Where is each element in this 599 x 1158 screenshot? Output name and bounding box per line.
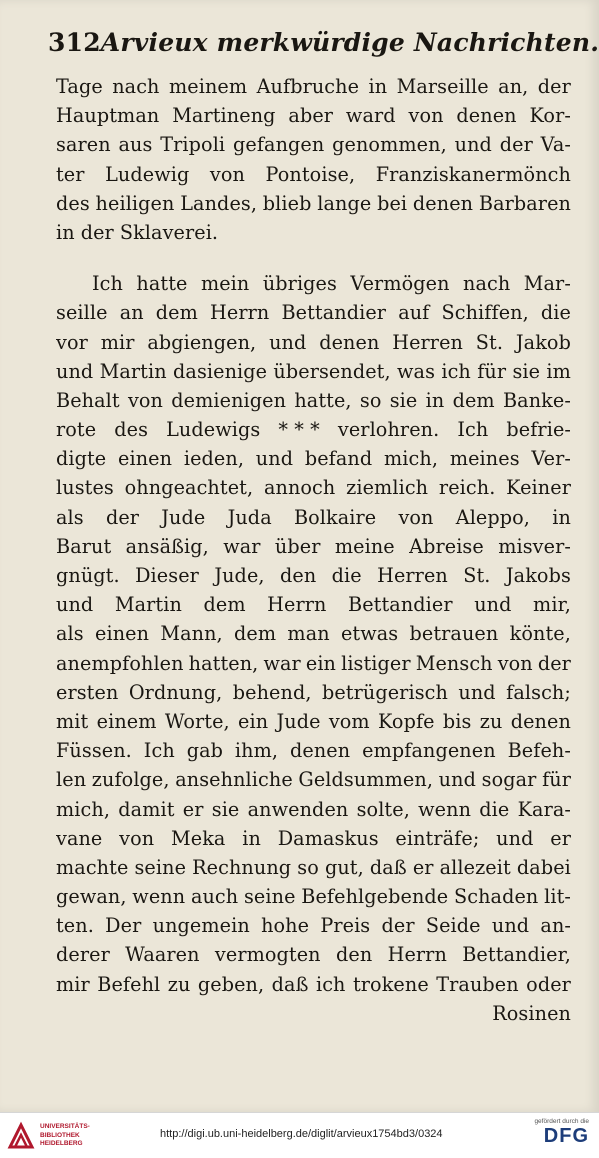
word: vor xyxy=(56,330,88,354)
word: oder xyxy=(526,972,571,996)
library-name-line: HEIDELBERG xyxy=(40,1140,83,1147)
word: an- xyxy=(540,914,571,938)
word: dem xyxy=(452,388,495,412)
word: von xyxy=(497,651,533,675)
word: Landes, xyxy=(180,191,258,215)
word: meinem xyxy=(168,75,248,98)
word: Tripoli xyxy=(160,133,226,157)
library-name-line: UNIVERSITÄTS- xyxy=(40,1123,90,1130)
word: Schiffen, xyxy=(441,301,529,325)
word: der xyxy=(499,133,533,157)
word: anempfohlen xyxy=(56,651,184,675)
word: den xyxy=(335,943,373,967)
word: Aleppo, xyxy=(455,505,530,529)
text-line xyxy=(56,853,571,882)
word: seine xyxy=(134,855,187,879)
word: als xyxy=(56,622,84,646)
word: Va- xyxy=(540,133,571,157)
body-text xyxy=(56,72,571,1028)
word: Banke- xyxy=(502,388,571,412)
word: abgiengen, xyxy=(147,330,257,354)
word: Tage xyxy=(56,75,103,98)
word: sie xyxy=(389,388,418,412)
word: die xyxy=(540,301,571,325)
word: Meka xyxy=(171,826,226,850)
word: übriges xyxy=(262,272,337,296)
word: vane xyxy=(56,826,103,850)
word: Befeh- xyxy=(507,739,571,763)
word: Dieser xyxy=(135,564,199,587)
word: daß xyxy=(271,972,309,996)
text-line xyxy=(56,795,571,824)
word: denen xyxy=(412,191,474,215)
text-line xyxy=(56,911,571,940)
word: geben, xyxy=(197,972,265,996)
word: Seide xyxy=(425,914,481,938)
word: was xyxy=(397,359,436,383)
word: derer xyxy=(56,943,110,967)
word: und xyxy=(56,359,94,383)
word: Mann, xyxy=(160,622,223,646)
word: übersendet, xyxy=(273,359,391,383)
catchword: Rosinen xyxy=(492,1001,571,1025)
word: hatten, xyxy=(188,651,259,675)
word: in xyxy=(56,220,75,244)
word: Kopfe xyxy=(378,709,435,733)
word: Füssen. xyxy=(56,739,132,763)
word: sogar xyxy=(481,768,537,792)
word: wenn xyxy=(418,797,472,821)
word: reich. xyxy=(438,476,496,500)
word: ohngeachtet, xyxy=(124,476,254,500)
word: denen xyxy=(456,104,517,128)
word: Jude xyxy=(276,709,321,733)
word: meine xyxy=(334,534,395,558)
word: Bettandier, xyxy=(462,943,571,967)
word: so xyxy=(359,388,382,412)
word: Herrn xyxy=(267,593,327,617)
text-line xyxy=(56,503,571,532)
word: lange xyxy=(317,191,372,215)
text-line xyxy=(56,707,571,736)
word: saren xyxy=(56,133,111,157)
text-line xyxy=(56,444,571,473)
word: gefangen xyxy=(232,133,325,157)
word: anwenden xyxy=(247,797,349,821)
word: Kara- xyxy=(517,797,571,821)
word: heiligen xyxy=(95,191,175,215)
word: hatte xyxy=(136,272,188,296)
word: Der xyxy=(105,914,142,938)
word: war xyxy=(223,534,261,558)
word: ihm, xyxy=(234,739,279,763)
word: Rechnung xyxy=(192,855,292,879)
word: als xyxy=(56,505,84,529)
word: blieb xyxy=(262,191,312,215)
word: könte, xyxy=(509,622,571,646)
word: Ver- xyxy=(531,447,571,471)
word: Jakob xyxy=(515,330,571,354)
running-head: Arvieux merkwürdige Nachrichten. xyxy=(100,28,599,57)
word: dem xyxy=(203,593,246,617)
word: Pontoise, xyxy=(265,162,356,186)
word: mich, xyxy=(384,447,439,471)
word: zu xyxy=(479,709,503,733)
university-library-logo-icon xyxy=(6,1121,36,1151)
word: ansehnliche xyxy=(175,768,293,792)
word: ein xyxy=(238,709,269,733)
text-line xyxy=(56,298,571,327)
word: Franziskanermönch xyxy=(375,162,571,186)
word: hatte, xyxy=(294,388,352,412)
word: betrügerisch xyxy=(321,680,448,704)
library-name xyxy=(40,1123,90,1149)
word: Damaskus xyxy=(277,826,379,850)
word: len xyxy=(56,768,87,792)
word: für xyxy=(542,768,571,792)
word: der xyxy=(537,75,571,98)
word: Schaden xyxy=(454,885,539,909)
word: Ludewig xyxy=(105,162,190,186)
word: für xyxy=(477,359,507,383)
word: in xyxy=(552,505,571,529)
word: er xyxy=(412,855,434,879)
text-line xyxy=(56,130,571,159)
word: und xyxy=(474,593,512,617)
word: * * * xyxy=(278,418,320,442)
word: und xyxy=(496,826,534,850)
text-line xyxy=(56,101,571,130)
text-line xyxy=(56,328,571,357)
word: der xyxy=(381,914,415,938)
word: ziemlich xyxy=(346,476,429,500)
word: machte xyxy=(56,855,129,879)
word: und xyxy=(255,447,294,471)
word: er xyxy=(550,826,571,850)
word: Keiner xyxy=(506,476,571,500)
word: und xyxy=(491,914,530,938)
word: Martin xyxy=(114,593,182,617)
text-line xyxy=(56,532,571,561)
word: dabei xyxy=(516,855,571,879)
word: Herren xyxy=(392,330,463,354)
word: ein xyxy=(305,651,337,675)
word: dasienige xyxy=(173,359,268,383)
word: Worte, xyxy=(164,709,230,733)
word: denen xyxy=(319,330,380,354)
word: so xyxy=(297,855,319,879)
word: und xyxy=(269,330,307,354)
word: ten. xyxy=(56,914,94,938)
word: mir, xyxy=(533,593,571,617)
word: meines xyxy=(449,447,520,471)
word: listiger xyxy=(341,651,411,675)
word: ich xyxy=(315,972,346,996)
word: hohe xyxy=(261,914,310,938)
word: gab xyxy=(186,739,223,763)
word: lit- xyxy=(544,885,571,909)
word: verlohren. xyxy=(337,418,440,442)
word: Herrn xyxy=(210,301,270,325)
text-line xyxy=(56,269,571,298)
word: Ordnung, xyxy=(128,680,223,704)
word: Herrn xyxy=(387,943,447,967)
word: Bolkaire xyxy=(293,505,377,529)
word: mir xyxy=(100,330,135,354)
word: Martineng xyxy=(172,104,276,128)
word: ter xyxy=(56,162,85,186)
word: befrie- xyxy=(506,418,571,442)
word: auch xyxy=(190,885,239,909)
word: in xyxy=(242,826,261,850)
word: mein xyxy=(200,272,250,296)
word: mit xyxy=(56,709,89,733)
word: vermogten xyxy=(214,943,321,967)
word: zufolge, xyxy=(91,768,170,792)
word: von xyxy=(127,388,164,412)
word: Abreise xyxy=(409,534,484,558)
word: und xyxy=(56,593,94,617)
word: aber xyxy=(288,104,334,128)
word: Martin xyxy=(99,359,167,383)
text-line xyxy=(56,473,571,502)
word: Ludewigs xyxy=(166,418,261,442)
word: falsch; xyxy=(506,680,571,704)
text-line xyxy=(56,386,571,415)
word: bis xyxy=(442,709,472,733)
text-line xyxy=(56,590,571,619)
word: St. xyxy=(463,564,491,587)
word: betrauen xyxy=(409,622,499,646)
text-line xyxy=(56,619,571,648)
word: solte, xyxy=(356,797,410,821)
word: dem xyxy=(234,622,277,646)
word: daß xyxy=(369,855,407,879)
word: Marseille xyxy=(396,75,489,98)
word: man xyxy=(287,622,330,646)
word: ungemein xyxy=(152,914,250,938)
word: seine xyxy=(243,885,296,909)
word: im xyxy=(546,359,571,383)
word: trokene xyxy=(352,972,429,996)
word: Aufbruche xyxy=(256,75,360,98)
word: Ich xyxy=(92,272,123,296)
word: mir xyxy=(56,972,90,996)
page-number: 312 xyxy=(48,28,101,57)
word: mich, xyxy=(56,797,111,821)
word: des xyxy=(56,191,90,215)
word: Hauptman xyxy=(56,104,160,128)
word: in xyxy=(368,75,388,98)
word: St. xyxy=(475,330,504,354)
word: Waaren xyxy=(125,943,200,967)
word: denen xyxy=(510,709,571,733)
catchword-line xyxy=(56,999,571,1028)
word: von xyxy=(408,104,444,128)
word: gewan, xyxy=(56,885,127,909)
text-line xyxy=(56,940,571,969)
word: über xyxy=(274,534,321,558)
word: gut, xyxy=(324,855,364,879)
word: nach xyxy=(463,272,511,296)
text-line xyxy=(56,736,571,765)
word: misver- xyxy=(498,534,571,558)
word: wenn xyxy=(132,885,186,909)
word: die xyxy=(479,797,510,821)
word: einen xyxy=(95,622,150,646)
word: damit xyxy=(118,797,175,821)
word: digte xyxy=(56,447,107,471)
word: Kor- xyxy=(529,104,571,128)
word: ward xyxy=(345,104,396,128)
word: er xyxy=(182,797,204,821)
word: ersten xyxy=(56,680,119,704)
word: Bettandier xyxy=(348,593,453,617)
word: auf xyxy=(398,301,430,325)
text-line xyxy=(56,649,571,678)
text-line xyxy=(56,218,571,247)
word: dem xyxy=(155,301,198,325)
text-line xyxy=(56,72,571,101)
word: an xyxy=(119,301,144,325)
word: bei xyxy=(377,191,408,215)
word: behend, xyxy=(232,680,312,704)
word: und xyxy=(438,768,476,792)
funding-note: gefördert durch die xyxy=(534,1118,589,1125)
text-line xyxy=(56,824,571,853)
word: Behalt xyxy=(56,388,120,412)
word: Herren xyxy=(377,564,448,587)
text-line xyxy=(56,357,571,386)
word: einen xyxy=(118,447,173,471)
word: von xyxy=(119,826,155,850)
word: sie xyxy=(211,797,240,821)
word: Befehl xyxy=(97,972,161,996)
word: Geldsummen, xyxy=(298,768,434,792)
word: an, xyxy=(498,75,529,98)
word: Barbaren xyxy=(478,191,571,215)
word: befand xyxy=(304,447,373,471)
word: Preis xyxy=(320,914,371,938)
paragraph-gap xyxy=(56,247,571,269)
word: allezeit xyxy=(439,855,511,879)
word: annoch xyxy=(263,476,336,500)
word: des xyxy=(114,418,149,442)
word: Bettandier xyxy=(281,301,387,325)
text-line xyxy=(56,970,571,999)
word: ansäßig, xyxy=(125,534,209,558)
word: Jakobs xyxy=(505,564,571,587)
word: genommen, xyxy=(332,133,447,157)
word: Mar- xyxy=(523,272,571,296)
dfg-logo: DFG xyxy=(543,1125,589,1147)
word: der xyxy=(537,651,571,675)
word: Juda xyxy=(227,505,272,529)
word: empfangenen xyxy=(362,739,496,763)
word: von xyxy=(209,162,245,186)
word: sie xyxy=(512,359,541,383)
word: vom xyxy=(328,709,370,733)
word: Jude xyxy=(161,505,206,529)
library-name-line: BIBLIOTHEK xyxy=(40,1131,80,1139)
word: Befehlgebende xyxy=(301,885,449,909)
word: Sklaverei. xyxy=(119,220,219,244)
word: etwas xyxy=(340,622,399,646)
word: die xyxy=(331,564,362,587)
word: gnügt. xyxy=(56,564,120,587)
text-line xyxy=(56,561,571,590)
word: demienigen xyxy=(171,388,287,412)
word: war xyxy=(263,651,301,675)
word: Barut xyxy=(56,534,112,558)
word: ieden, xyxy=(183,447,245,471)
word: Ich xyxy=(143,739,175,763)
text-line xyxy=(56,415,571,444)
word: Vermögen xyxy=(350,272,450,296)
word: in xyxy=(425,388,445,412)
word: denen xyxy=(290,739,351,763)
text-line xyxy=(56,678,571,707)
viewer-footer xyxy=(0,1112,599,1158)
word: den xyxy=(279,564,317,587)
text-line xyxy=(56,882,571,911)
word: ich xyxy=(441,359,471,383)
permalink-url[interactable]: http://digi.ub.uni-heidelberg.de/diglit/arvieux1754bd3/0324 xyxy=(160,1128,443,1140)
word: der xyxy=(80,220,114,244)
word: Jude, xyxy=(214,564,265,587)
word: rote xyxy=(56,418,97,442)
page-header xyxy=(48,28,599,62)
word: zu xyxy=(167,972,191,996)
word: Trauben xyxy=(436,972,519,996)
word: der xyxy=(105,505,140,529)
word: nach xyxy=(112,75,160,98)
word: lustes xyxy=(56,476,114,500)
word: einträfe; xyxy=(395,826,480,850)
word: Mensch xyxy=(415,651,493,675)
word: und xyxy=(458,680,496,704)
word: von xyxy=(398,505,434,529)
text-line xyxy=(56,160,571,189)
word: seille xyxy=(56,301,108,325)
funding-credit xyxy=(534,1118,589,1147)
text-line xyxy=(56,765,571,794)
word: und xyxy=(454,133,492,157)
word: aus xyxy=(118,133,153,157)
text-line xyxy=(56,189,571,218)
word: Ich xyxy=(457,418,489,442)
word: einem xyxy=(96,709,157,733)
